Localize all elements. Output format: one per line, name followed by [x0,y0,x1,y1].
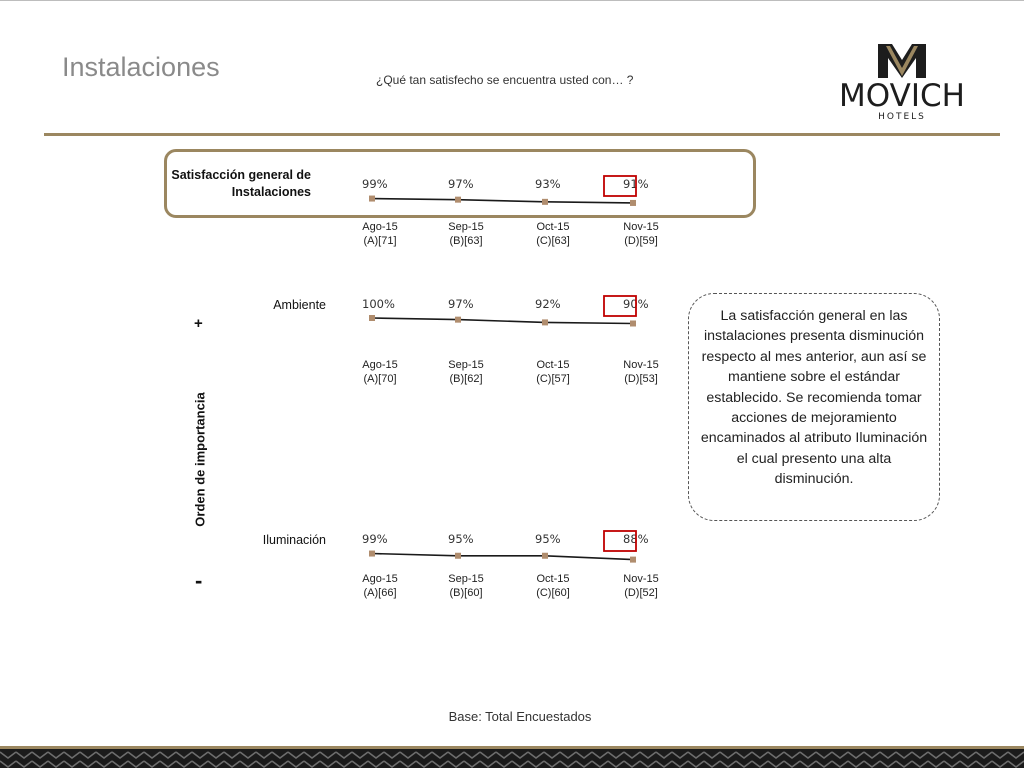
data-point-1-2 [542,319,548,325]
data-point-0-0 [369,196,375,202]
series-line-1 [372,318,633,324]
base-label-0-3: (D)[59] [624,235,658,247]
category-label-1-3: Nov-15 [623,359,659,371]
data-label-2-0: 99% [362,532,388,546]
data-point-2-1 [455,553,461,559]
data-label-2-3: 88% [623,532,649,546]
data-point-2-3 [630,557,636,563]
importance-low-sign: - [195,568,203,593]
category-label-1-1: Sep-15 [448,359,484,371]
base-label-0-1: (B)[63] [449,235,483,247]
category-label-0-1: Sep-15 [448,221,484,233]
base-label-2-3: (D)[52] [624,587,658,599]
data-label-2-1: 95% [448,532,474,546]
base-label-1-3: (D)[53] [624,373,658,385]
metric-label-ambiente: Ambiente [273,298,326,312]
category-label-1-2: Oct-15 [536,359,570,371]
analysis-note: La satisfacción general en las instalaciones presenta disminución respecto al mes anterior, aun así se mantiene sobre el estándar establecido. Se recomienda tomar acciones de mejoramiento encaminados al atributo Iluminación el cual presento una alta disminución. [688,293,940,521]
data-label-0-2: 93% [535,177,561,191]
category-label-2-1: Sep-15 [448,573,484,585]
data-label-0-0: 99% [362,177,388,191]
data-label-1-3: 90% [623,297,649,311]
data-label-1-2: 92% [535,297,561,311]
base-label-2-2: (C)[60] [536,587,570,599]
category-label-0-3: Nov-15 [623,221,659,233]
data-label-1-0: 100% [362,297,395,311]
logo-brand: MOVICH [839,78,965,114]
importance-axis-label: Orden de importancia [192,392,208,527]
data-point-2-0 [369,551,375,557]
category-label-0-0: Ago-15 [362,221,398,233]
category-label-2-2: Oct-15 [536,573,570,585]
data-point-0-1 [455,197,461,203]
page-title: Instalaciones [62,52,220,82]
series-line-0 [372,199,633,203]
base-label-1-2: (C)[57] [536,373,570,385]
importance-high-sign: + [194,315,203,332]
category-label-2-0: Ago-15 [362,573,398,585]
base-label-1-0: (A)[70] [363,373,397,385]
decorative-bottom-band [0,746,1024,768]
base-label-2-1: (B)[60] [449,587,483,599]
data-point-0-2 [542,199,548,205]
data-label-0-1: 97% [448,177,474,191]
data-point-1-1 [455,317,461,323]
data-label-1-1: 97% [448,297,474,311]
data-point-1-3 [630,321,636,327]
category-label-0-2: Oct-15 [536,221,570,233]
series-line-2 [372,554,633,560]
base-label-0-2: (C)[63] [536,235,570,247]
data-point-0-3 [630,200,636,206]
data-point-2-2 [542,553,548,559]
metric-label-iluminacion: Iluminación [262,533,326,547]
metric-label-general: Satisfacción general de Instalaciones [171,168,311,199]
category-label-1-0: Ago-15 [362,359,398,371]
base-label-0-0: (A)[71] [363,235,397,247]
category-label-2-3: Nov-15 [623,573,659,585]
data-label-0-3: 91% [623,177,649,191]
data-label-2-2: 95% [535,532,561,546]
base-note: Base: Total Encuestados [448,709,592,724]
base-label-1-1: (B)[62] [449,373,483,385]
survey-question: ¿Qué tan satisfecho se encuentra usted con… ? [376,73,634,87]
logo-sub: HOTELS [878,112,926,122]
data-point-1-0 [369,315,375,321]
base-label-2-0: (A)[66] [363,587,397,599]
